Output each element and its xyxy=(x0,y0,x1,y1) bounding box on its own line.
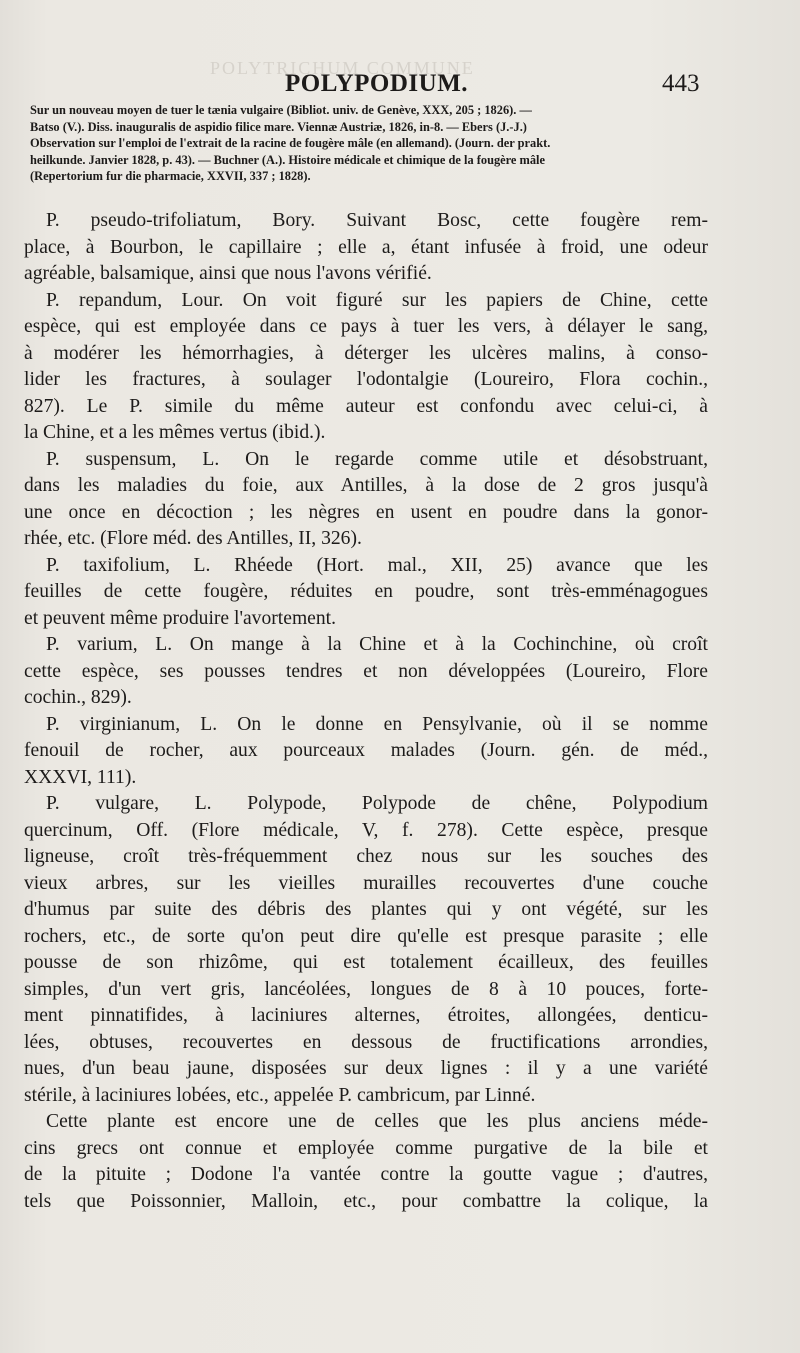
bibliography-note xyxy=(30,102,706,185)
text-line: place, à Bourbon, le capillaire ; elle a, étant infusée à froid, une odeur xyxy=(24,236,708,258)
text-line: lées, obtuses, recouvertes en dessous de fructifications arrondies, xyxy=(24,1031,708,1053)
text-line: P. vulgare, L. Polypode, Polypode de chêne, Polypodium xyxy=(46,793,708,814)
text-line: XXXVI, 111). xyxy=(24,766,137,788)
biblio-line: (Repertorium fur die pharmacie, XXVII, 337 ; 1828). xyxy=(30,169,311,184)
text-line: tels que Poissonnier, Malloin, etc., pour combattre la colique, la xyxy=(24,1190,708,1212)
text-line: nues, d'un beau jaune, disposées sur deux lignes : il y a une variété xyxy=(24,1058,708,1079)
text-line: P. suspensum, L. On le regarde comme utile et désobstruant, xyxy=(46,448,708,470)
text-line: P. varium, L. On mange à la Chine et à la Cochinchine, où croît xyxy=(46,634,708,655)
text-line: rochers, etc., de sorte qu'on peut dire qu'elle est presque parasite ; elle xyxy=(24,925,708,947)
page-number: 443 xyxy=(662,70,700,97)
text-line: d'humus par suite des débris des plantes qui y ont végété, sur les xyxy=(24,899,708,920)
text-line: espèce, qui est employée dans ce pays à tuer les vers, à délayer le sang, xyxy=(24,316,708,337)
text-line: à modérer les hémorrhagies, à déterger les ulcères malins, à conso- xyxy=(24,342,708,364)
text-line: la Chine, et a les mêmes vertus (ibid.). xyxy=(24,422,326,443)
text-line: P. pseudo-trifoliatum, Bory. Suivant Bosc, cette fougère rem- xyxy=(46,210,708,231)
text-line: de la pituite ; Dodone l'a vantée contre la goutte vague ; d'autres, xyxy=(24,1164,708,1185)
biblio-line: Sur un nouveau moyen de tuer le tænia vulgaire (Bibliot. univ. de Genève, XXX, 205 ; 1826). — xyxy=(30,103,532,117)
text-line: 827). Le P. simile du même auteur est confondu avec celui-ci, à xyxy=(24,395,708,417)
text-line: stérile, à laciniures lobées, etc., appelée P. cambricum, par Linné. xyxy=(24,1084,536,1106)
biblio-line: Batso (V.). Diss. inauguralis de aspidio filice mare. Viennæ Austriæ, 1826, in-8. — Ebers (J.-J.) xyxy=(30,119,527,134)
text-line: lider les fractures, à soulager l'odontalgie (Loureiro, Flora cochin., xyxy=(24,369,708,390)
text-line: quercinum, Off. (Flore médicale, V, f. 278). Cette espèce, presque xyxy=(24,819,708,841)
text-line: simples, d'un vert gris, lancéolées, longues de 8 à 10 pouces, forte- xyxy=(24,978,708,1000)
text-line: P. taxifolium, L. Rhéede (Hort. mal., XII, 25) avance que les xyxy=(46,554,708,576)
text-line: cochin., 829). xyxy=(24,687,132,708)
text-line: vieux arbres, sur les vieilles murailles recouvertes d'une couche xyxy=(24,872,708,894)
running-title: POLYPODIUM. xyxy=(285,70,469,97)
text-line: P. virginianum, L. On le donne en Pensylvanie, où il se nomme xyxy=(46,713,708,735)
text-line: dans les maladies du foie, aux Antilles, à la dose de 2 gros jusqu'à xyxy=(24,475,708,496)
text-line: cins grecs ont connue et employée comme purgative de la bile et xyxy=(24,1137,708,1159)
text-line: agréable, balsamique, ainsi que nous l'avons vérifié. xyxy=(24,263,432,284)
text-line: une once en décoction ; les nègres en usent en poudre dans la gonor- xyxy=(24,501,708,523)
text-line: cette espèce, ses pousses tendres et non développées (Loureiro, Flore xyxy=(24,660,708,682)
text-line: ligneuse, croît très-fréquemment chez nous sur les souches des xyxy=(24,846,708,867)
text-line: P. repandum, Lour. On voit figuré sur les papiers de Chine, cette xyxy=(46,289,708,311)
text-line: ment pinnatifides, à laciniures alternes, étroites, allongées, denticu- xyxy=(24,1005,708,1026)
text-line: et peuvent même produire l'avortement. xyxy=(24,607,337,629)
text-line: fenouil de rocher, aux pourceaux malades (Journ. gén. de méd., xyxy=(24,740,708,761)
bleed-through-text: POLYTRICHUM COMMUNE xyxy=(210,58,475,78)
biblio-line: Observation sur l'emploi de l'extrait de la racine de fougère mâle (en allemand). (Journ. der prakt. xyxy=(30,136,551,151)
page-header xyxy=(0,70,800,106)
text-line: Cette plante est encore une de celles que les plus anciens méde- xyxy=(46,1111,708,1132)
biblio-line: heilkunde. Janvier 1828, p. 43). — Buchner (A.). Histoire médicale et chimique de la fougère mâle xyxy=(30,152,545,167)
text-line: rhée, etc. (Flore méd. des Antilles, II, 326). xyxy=(24,528,362,549)
text-line: feuilles de cette fougère, réduites en poudre, sont très-emménagogues xyxy=(24,581,708,602)
main-text xyxy=(24,208,708,1215)
text-line: pousse de son rhizôme, qui est totalement écailleux, des feuilles xyxy=(24,952,708,973)
